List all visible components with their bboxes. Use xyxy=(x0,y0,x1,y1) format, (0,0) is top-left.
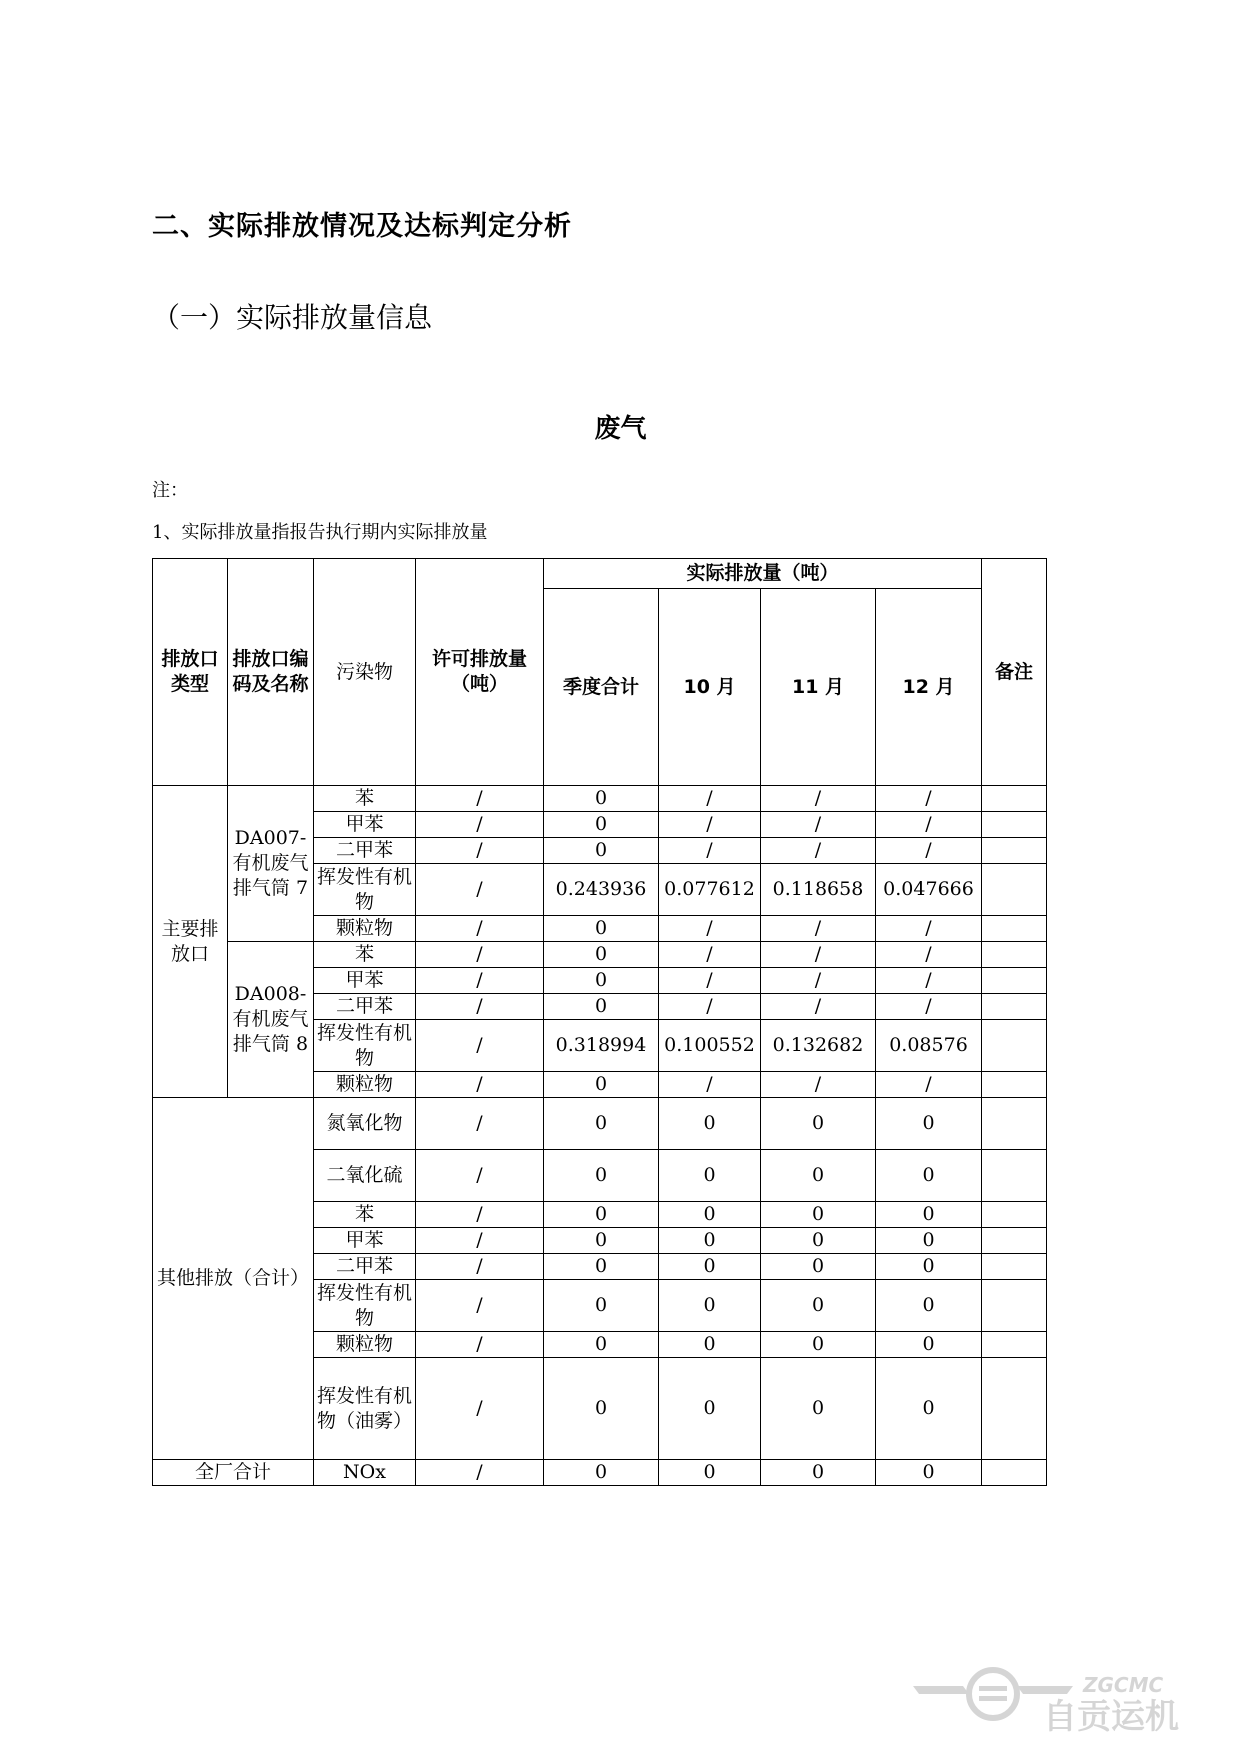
remark-cell xyxy=(982,994,1047,1020)
emission-table xyxy=(152,558,1047,1486)
pollutant-cell: 二甲苯 xyxy=(314,838,416,864)
pollutant-cell: 颗粒物 xyxy=(314,916,416,942)
permitted-cell: / xyxy=(416,1072,544,1098)
month-10-cell: / xyxy=(659,942,761,968)
month-12-cell: 0 xyxy=(876,1228,982,1254)
pollutant-cell: 甲苯 xyxy=(314,968,416,994)
month-11-cell: / xyxy=(761,942,876,968)
month-12-cell: 0 xyxy=(876,1280,982,1332)
month-11-cell: 0.118658 xyxy=(761,864,876,916)
note-label: 注： xyxy=(152,480,188,501)
month-11-cell: / xyxy=(761,838,876,864)
pollutant-cell: 挥发性有机物 xyxy=(314,1280,416,1332)
svg-text:ZGCMC: ZGCMC xyxy=(1083,1673,1164,1697)
remark-cell xyxy=(982,1254,1047,1280)
section-title: 二、实际排放情况及达标判定分析 xyxy=(152,211,572,242)
quarter-total-cell: 0 xyxy=(544,942,659,968)
pollutant-cell: 颗粒物 xyxy=(314,1072,416,1098)
month-11-cell: 0 xyxy=(761,1254,876,1280)
pollutant-cell: 甲苯 xyxy=(314,812,416,838)
month-10-cell: / xyxy=(659,1072,761,1098)
quarter-total-cell: 0 xyxy=(544,1332,659,1358)
month-12-cell: / xyxy=(876,1072,982,1098)
permitted-cell: / xyxy=(416,1202,544,1228)
month-11-cell: / xyxy=(761,994,876,1020)
table-row xyxy=(153,786,1047,812)
permitted-cell: / xyxy=(416,1228,544,1254)
month-12-cell: 0 xyxy=(876,1254,982,1280)
pollutant-cell: 二氧化硫 xyxy=(314,1150,416,1202)
permitted-cell: / xyxy=(416,1332,544,1358)
sub-title: （一）实际排放量信息 xyxy=(152,301,433,334)
remark-cell xyxy=(982,1280,1047,1332)
permitted-cell: / xyxy=(416,864,544,916)
month-12-cell: / xyxy=(876,942,982,968)
remark-cell xyxy=(982,786,1047,812)
outlet-code-cell: DA008-有机废气排气筒 8 xyxy=(228,942,314,1098)
header-outlet-code: 排放口编码及名称 xyxy=(228,559,314,786)
permitted-cell: / xyxy=(416,1020,544,1072)
pollutant-cell: 苯 xyxy=(314,1202,416,1228)
month-11-cell: 0.132682 xyxy=(761,1020,876,1072)
month-12-cell: / xyxy=(876,968,982,994)
header-permitted: 许可排放量（吨） xyxy=(416,559,544,786)
month-12-cell: / xyxy=(876,838,982,864)
month-12-cell: 0 xyxy=(876,1150,982,1202)
month-10-cell: 0 xyxy=(659,1254,761,1280)
header-outlet-type: 排放口类型 xyxy=(153,559,228,786)
quarter-total-cell: 0 xyxy=(544,1280,659,1332)
month-10-cell: 0 xyxy=(659,1358,761,1460)
quarter-total-cell: 0.318994 xyxy=(544,1020,659,1072)
quarter-total-cell: 0 xyxy=(544,968,659,994)
permitted-cell: / xyxy=(416,916,544,942)
remark-cell xyxy=(982,916,1047,942)
permitted-cell: / xyxy=(416,1098,544,1150)
remark-cell xyxy=(982,838,1047,864)
month-12-cell: 0.08576 xyxy=(876,1020,982,1072)
month-12-cell: / xyxy=(876,916,982,942)
month-12-cell: 0 xyxy=(876,1358,982,1460)
permitted-cell: / xyxy=(416,1150,544,1202)
month-12-cell: 0 xyxy=(876,1202,982,1228)
permitted-cell: / xyxy=(416,1254,544,1280)
month-11-cell: 0 xyxy=(761,1332,876,1358)
pollutant-cell: 氮氧化物 xyxy=(314,1098,416,1150)
month-11-cell: 0 xyxy=(761,1460,876,1486)
outlet-type-other: 其他排放（合计） xyxy=(153,1098,314,1460)
header-month-10: 10 月 xyxy=(659,589,761,786)
header-quarter-total: 季度合计 xyxy=(544,589,659,786)
permitted-cell: / xyxy=(416,1358,544,1460)
pollutant-cell: 挥发性有机物 xyxy=(314,1020,416,1072)
permitted-cell: / xyxy=(416,786,544,812)
quarter-total-cell: 0 xyxy=(544,1098,659,1150)
remark-cell xyxy=(982,864,1047,916)
outlet-code-cell: DA007-有机废气排气筒 7 xyxy=(228,786,314,942)
permitted-cell: / xyxy=(416,968,544,994)
quarter-total-cell: 0 xyxy=(544,1460,659,1486)
permitted-cell: / xyxy=(416,942,544,968)
month-10-cell: 0.077612 xyxy=(659,864,761,916)
remark-cell xyxy=(982,942,1047,968)
pollutant-cell: 颗粒物 xyxy=(314,1332,416,1358)
month-10-cell: / xyxy=(659,994,761,1020)
quarter-total-cell: 0 xyxy=(544,812,659,838)
header-pollutant: 污染物 xyxy=(314,559,416,786)
table-row xyxy=(153,1098,1047,1150)
month-11-cell: / xyxy=(761,786,876,812)
month-10-cell: 0 xyxy=(659,1150,761,1202)
month-10-cell: 0 xyxy=(659,1098,761,1150)
table-row xyxy=(153,942,1047,968)
month-11-cell: 0 xyxy=(761,1228,876,1254)
remark-cell xyxy=(982,1150,1047,1202)
month-10-cell: / xyxy=(659,786,761,812)
month-12-cell: / xyxy=(876,786,982,812)
month-12-cell: 0 xyxy=(876,1332,982,1358)
remark-cell xyxy=(982,1020,1047,1072)
month-11-cell: 0 xyxy=(761,1280,876,1332)
pollutant-cell: NOx xyxy=(314,1460,416,1486)
month-10-cell: 0.100552 xyxy=(659,1020,761,1072)
company-logo-watermark xyxy=(913,1664,1213,1734)
month-10-cell: / xyxy=(659,916,761,942)
month-11-cell: / xyxy=(761,968,876,994)
permitted-cell: / xyxy=(416,1460,544,1486)
month-12-cell: / xyxy=(876,994,982,1020)
quarter-total-cell: 0 xyxy=(544,1150,659,1202)
remark-cell xyxy=(982,1072,1047,1098)
permitted-cell: / xyxy=(416,994,544,1020)
month-10-cell: 0 xyxy=(659,1460,761,1486)
pollutant-cell: 二甲苯 xyxy=(314,1254,416,1280)
header-actual: 实际排放量（吨） xyxy=(544,559,982,589)
month-11-cell: / xyxy=(761,812,876,838)
table-body xyxy=(153,786,1047,1486)
quarter-total-cell: 0 xyxy=(544,838,659,864)
month-10-cell: / xyxy=(659,838,761,864)
pollutant-cell: 甲苯 xyxy=(314,1228,416,1254)
month-11-cell: 0 xyxy=(761,1358,876,1460)
header-month-12: 12 月 xyxy=(876,589,982,786)
month-11-cell: 0 xyxy=(761,1098,876,1150)
table-title: 废气 xyxy=(594,414,647,444)
month-12-cell: 0 xyxy=(876,1460,982,1486)
month-11-cell: 0 xyxy=(761,1150,876,1202)
permitted-cell: / xyxy=(416,812,544,838)
month-10-cell: 0 xyxy=(659,1332,761,1358)
quarter-total-cell: 0 xyxy=(544,1202,659,1228)
month-10-cell: / xyxy=(659,812,761,838)
permitted-cell: / xyxy=(416,1280,544,1332)
month-10-cell: 0 xyxy=(659,1202,761,1228)
month-10-cell: 0 xyxy=(659,1280,761,1332)
remark-cell xyxy=(982,812,1047,838)
svg-text:自贡运机: 自贡运机 xyxy=(1043,1697,1179,1734)
quarter-total-cell: 0 xyxy=(544,1254,659,1280)
remark-cell xyxy=(982,1358,1047,1460)
quarter-total-cell: 0 xyxy=(544,786,659,812)
quarter-total-cell: 0 xyxy=(544,1228,659,1254)
pollutant-cell: 挥发性有机物（油雾） xyxy=(314,1358,416,1460)
remark-cell xyxy=(982,1460,1047,1486)
month-12-cell: 0.047666 xyxy=(876,864,982,916)
pollutant-cell: 苯 xyxy=(314,786,416,812)
quarter-total-cell: 0 xyxy=(544,994,659,1020)
quarter-total-cell: 0 xyxy=(544,1358,659,1460)
remark-cell xyxy=(982,1228,1047,1254)
remark-cell xyxy=(982,968,1047,994)
month-10-cell: / xyxy=(659,968,761,994)
outlet-type-main: 主要排放口 xyxy=(153,786,228,1098)
pollutant-cell: 挥发性有机物 xyxy=(314,864,416,916)
month-11-cell: 0 xyxy=(761,1202,876,1228)
outlet-type-total: 全厂合计 xyxy=(153,1460,314,1486)
remark-cell xyxy=(982,1098,1047,1150)
quarter-total-cell: 0 xyxy=(544,1072,659,1098)
month-11-cell: / xyxy=(761,1072,876,1098)
permitted-cell: / xyxy=(416,838,544,864)
quarter-total-cell: 0 xyxy=(544,916,659,942)
remark-cell xyxy=(982,1332,1047,1358)
table-row-total xyxy=(153,1460,1047,1486)
header-remark: 备注 xyxy=(982,559,1047,786)
month-10-cell: 0 xyxy=(659,1228,761,1254)
pollutant-cell: 苯 xyxy=(314,942,416,968)
month-12-cell: / xyxy=(876,812,982,838)
note-1: 1、实际排放量指报告执行期内实际排放量 xyxy=(152,522,488,543)
quarter-total-cell: 0.243936 xyxy=(544,864,659,916)
pollutant-cell: 二甲苯 xyxy=(314,994,416,1020)
remark-cell xyxy=(982,1202,1047,1228)
month-12-cell: 0 xyxy=(876,1098,982,1150)
header-month-11: 11 月 xyxy=(761,589,876,786)
month-11-cell: / xyxy=(761,916,876,942)
